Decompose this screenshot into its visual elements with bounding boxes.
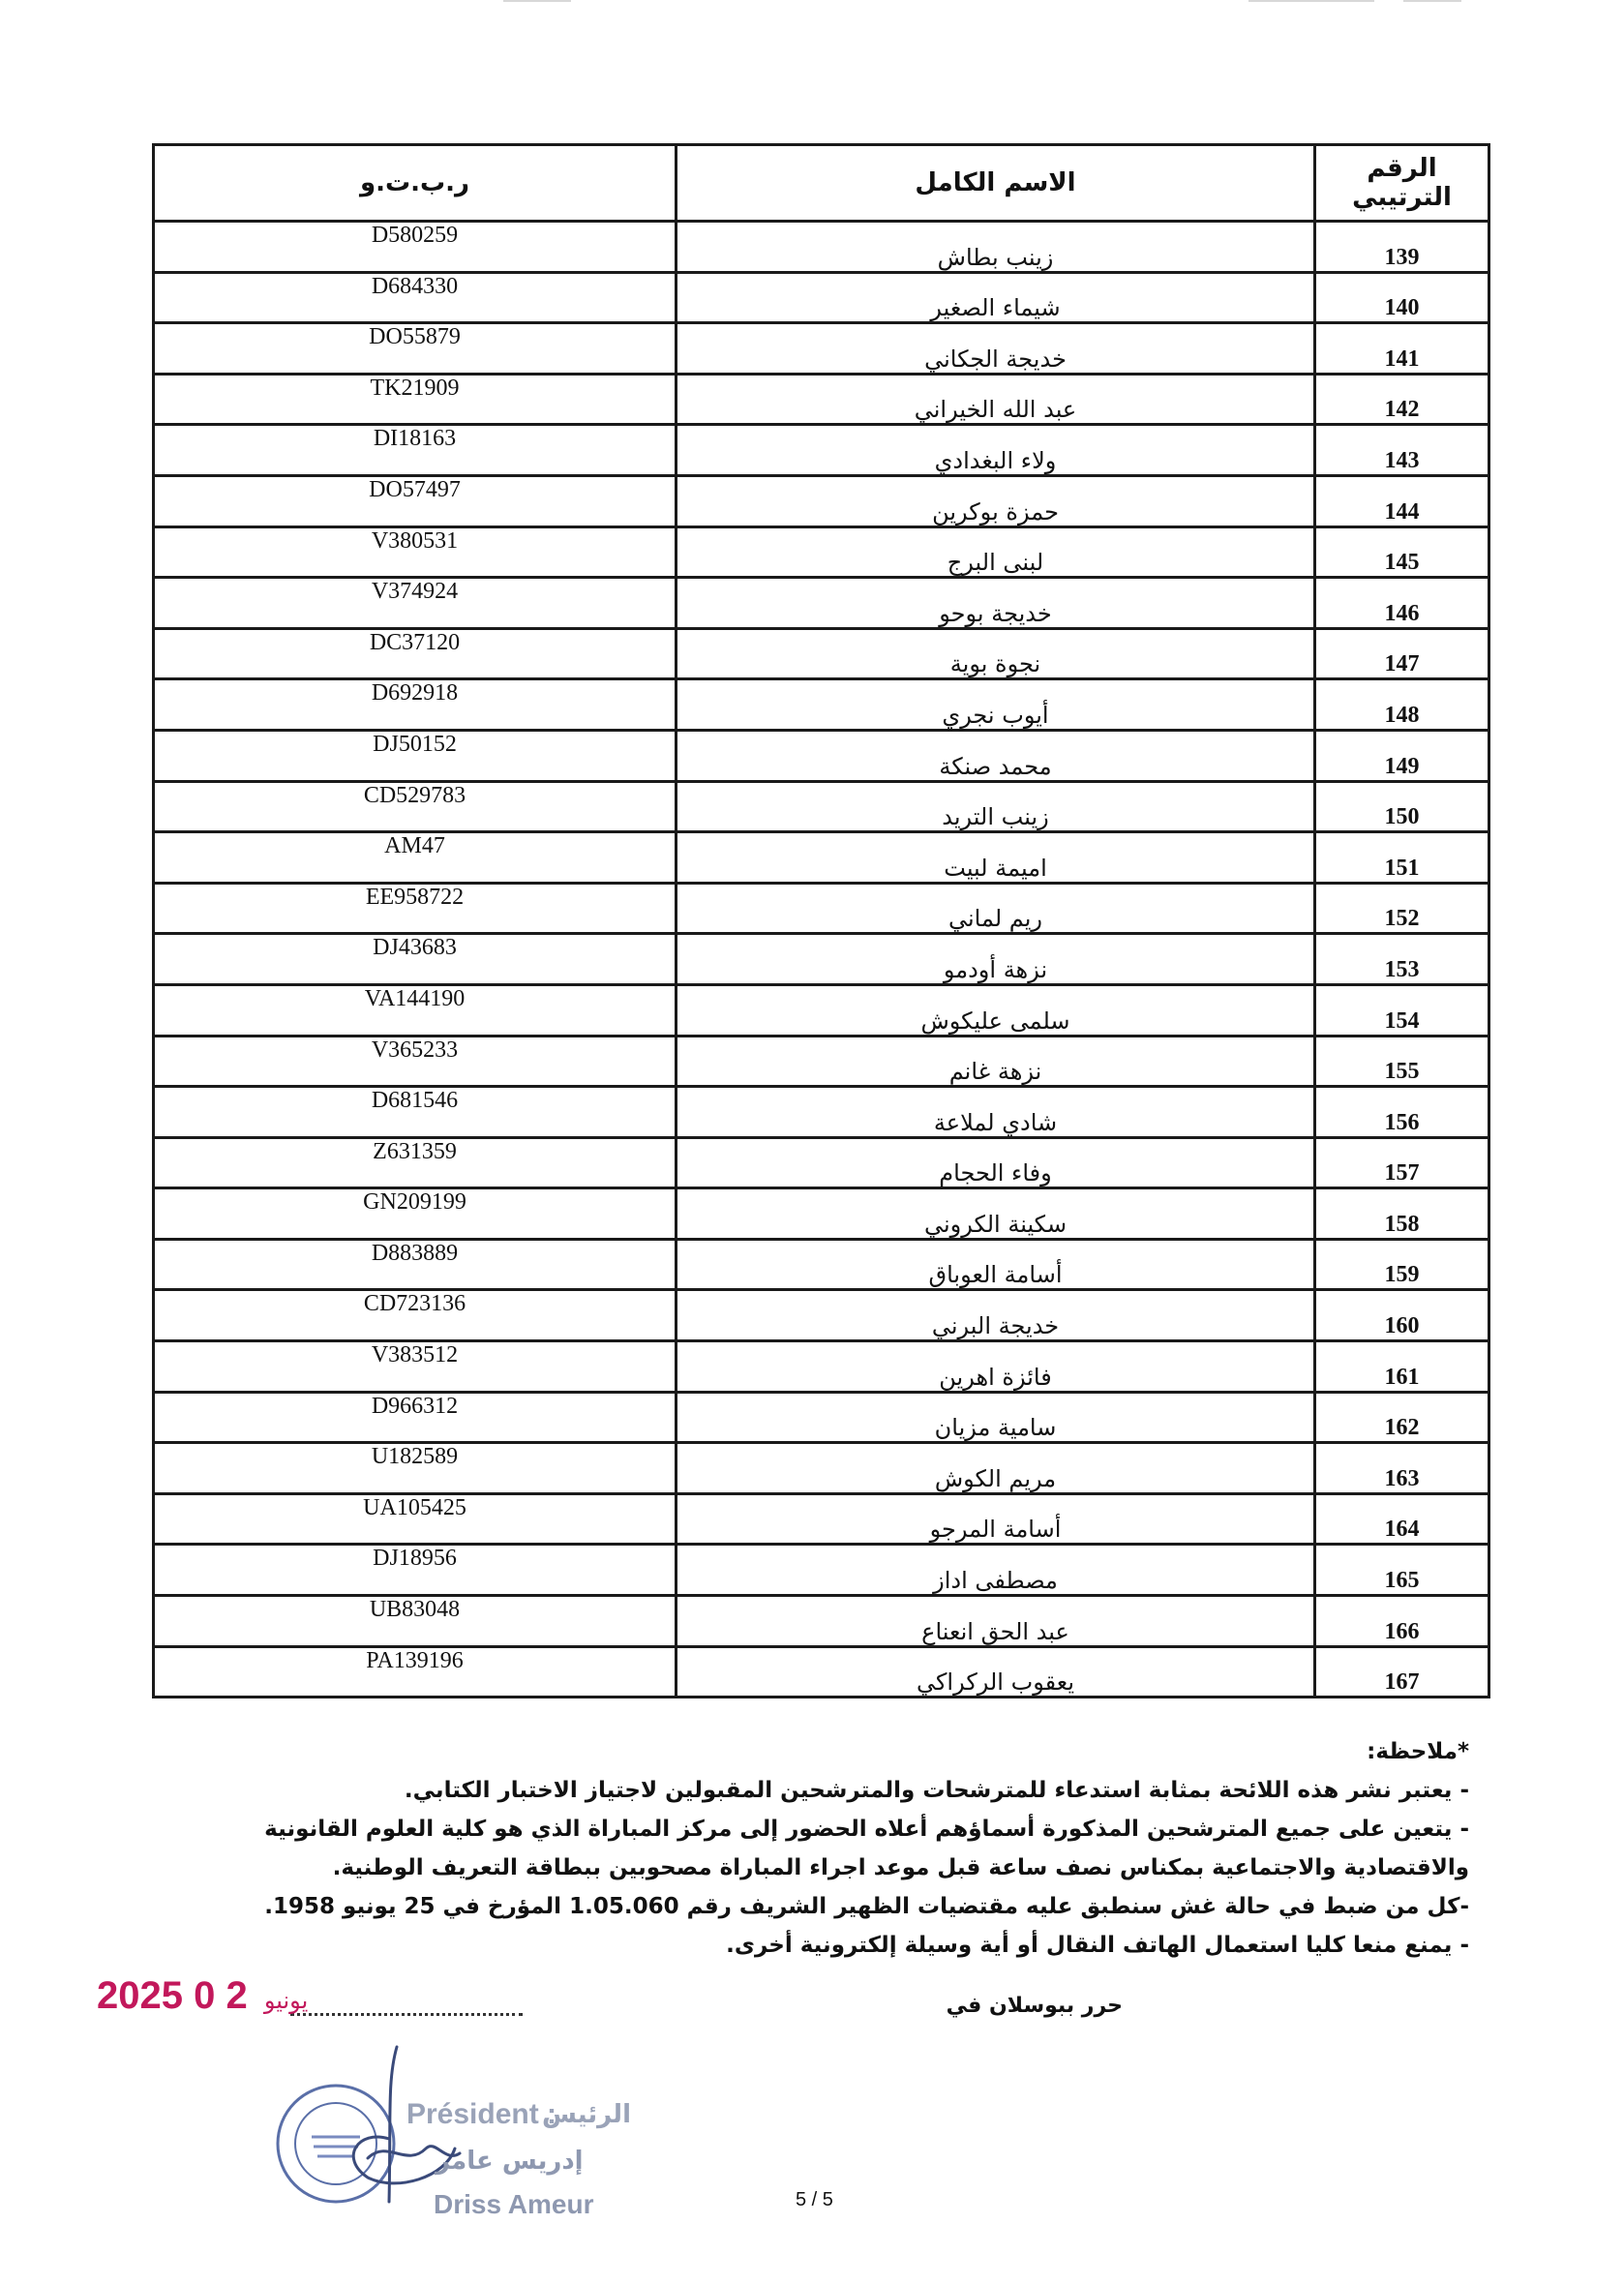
- table-row: [154, 526, 1489, 578]
- table-row: [154, 934, 1489, 985]
- cell-full-name: أسامة المرجو: [677, 1493, 1315, 1545]
- president-label-ar: الرئيس: [542, 2100, 631, 2129]
- notes-title: *ملاحظة:: [1367, 1739, 1469, 1764]
- date-year: 2025: [97, 1974, 183, 2017]
- cell-full-name: نزهة غانم: [677, 1036, 1315, 1087]
- cell-national-id: V374924: [154, 578, 677, 629]
- cell-serial-number: 162: [1315, 1392, 1489, 1443]
- cell-full-name: محمد صنكة: [677, 730, 1315, 781]
- cell-full-name: لبنى البرج: [677, 526, 1315, 578]
- signer-name-ar: إدريس عامر: [436, 2147, 584, 2176]
- table-row: [154, 883, 1489, 934]
- cell-national-id: V380531: [154, 526, 677, 578]
- cell-serial-number: 153: [1315, 934, 1489, 985]
- cell-serial-number: 164: [1315, 1493, 1489, 1545]
- cell-serial-number: 147: [1315, 628, 1489, 679]
- cell-national-id: D580259: [154, 222, 677, 273]
- scan-mark: [1248, 0, 1374, 2]
- cell-serial-number: 145: [1315, 526, 1489, 578]
- scan-mark: [1403, 0, 1461, 2]
- cell-national-id: GN209199: [154, 1188, 677, 1240]
- cell-serial-number: 148: [1315, 679, 1489, 731]
- page-number: 5 / 5: [796, 2189, 833, 2210]
- cell-serial-number: 163: [1315, 1443, 1489, 1494]
- cell-national-id: D684330: [154, 272, 677, 323]
- table-row: [154, 323, 1489, 375]
- cell-full-name: زينب التريد: [677, 781, 1315, 832]
- cell-national-id: VA144190: [154, 984, 677, 1036]
- cell-national-id: D966312: [154, 1392, 677, 1443]
- cell-full-name: مصطفى اداز: [677, 1545, 1315, 1596]
- cell-full-name: حمزة بوكرين: [677, 475, 1315, 526]
- date-day: 2 0: [194, 1974, 248, 2017]
- cell-full-name: شيماء الصغير: [677, 272, 1315, 323]
- cell-serial-number: 141: [1315, 323, 1489, 375]
- table-row: [154, 374, 1489, 425]
- cell-national-id: AM47: [154, 832, 677, 884]
- cell-full-name: شادي لملاعة: [677, 1087, 1315, 1138]
- cell-serial-number: 155: [1315, 1036, 1489, 1087]
- cell-serial-number: 150: [1315, 781, 1489, 832]
- table-row: [154, 1596, 1489, 1647]
- cell-full-name: وفاء الحجام: [677, 1137, 1315, 1188]
- cell-serial-number: 146: [1315, 578, 1489, 629]
- table-row: [154, 578, 1489, 629]
- cell-national-id: DO55879: [154, 323, 677, 375]
- table-row: [154, 628, 1489, 679]
- table-row: [154, 1545, 1489, 1596]
- cell-national-id: DJ18956: [154, 1545, 677, 1596]
- table-row: [154, 425, 1489, 476]
- cell-national-id: DJ43683: [154, 934, 677, 985]
- cell-national-id: U182589: [154, 1443, 677, 1494]
- table-row: [154, 1188, 1489, 1240]
- cell-serial-number: 167: [1315, 1646, 1489, 1698]
- cell-full-name: سامية مزيان: [677, 1392, 1315, 1443]
- cell-serial-number: 152: [1315, 883, 1489, 934]
- cell-full-name: عبد الله الخيراني: [677, 374, 1315, 425]
- header-serial-number: الرقم الترتيبي: [1315, 145, 1489, 222]
- signer-name-latin: Driss Ameur: [434, 2189, 594, 2219]
- cell-serial-number: 161: [1315, 1341, 1489, 1393]
- cell-serial-number: 140: [1315, 272, 1489, 323]
- table-row: [154, 1646, 1489, 1698]
- cell-national-id: UB83048: [154, 1596, 677, 1647]
- cell-full-name: ريم لماني: [677, 883, 1315, 934]
- cell-national-id: PA139196: [154, 1646, 677, 1698]
- table-row: [154, 781, 1489, 832]
- cell-full-name: زينب بطاش: [677, 222, 1315, 273]
- cell-full-name: خديجة بوحو: [677, 578, 1315, 629]
- table-row: [154, 1290, 1489, 1341]
- cell-serial-number: 144: [1315, 475, 1489, 526]
- cell-full-name: نجوة بوية: [677, 628, 1315, 679]
- cell-national-id: D883889: [154, 1239, 677, 1290]
- table-row: [154, 475, 1489, 526]
- candidates-table: [152, 143, 1490, 1698]
- table-body: [154, 222, 1489, 1698]
- table-row: [154, 1493, 1489, 1545]
- cell-serial-number: 157: [1315, 1137, 1489, 1188]
- notes-section: [143, 1732, 1469, 1965]
- cell-serial-number: 160: [1315, 1290, 1489, 1341]
- cell-full-name: سكينة الكروني: [677, 1188, 1315, 1240]
- table-row: [154, 679, 1489, 731]
- cell-serial-number: 151: [1315, 832, 1489, 884]
- cell-national-id: CD723136: [154, 1290, 677, 1341]
- cell-full-name: سلمى عليكوش: [677, 984, 1315, 1036]
- date-stamp: [97, 1974, 314, 2018]
- table-row: [154, 1443, 1489, 1494]
- cell-full-name: عبد الحق انعناع: [677, 1596, 1315, 1647]
- cell-full-name: مريم الكوش: [677, 1443, 1315, 1494]
- cell-full-name: ولاء البغدادي: [677, 425, 1315, 476]
- cell-full-name: نزهة أودمو: [677, 934, 1315, 985]
- cell-full-name: أيوب نجري: [677, 679, 1315, 731]
- cell-national-id: V365233: [154, 1036, 677, 1087]
- table-row: [154, 1137, 1489, 1188]
- cell-national-id: V383512: [154, 1341, 677, 1393]
- issued-at-label: حرر ببوسلان في: [946, 1994, 1123, 2018]
- date-month: يونيو: [263, 1987, 309, 2014]
- table-row: [154, 1239, 1489, 1290]
- cell-full-name: فائزة اهرين: [677, 1341, 1315, 1393]
- table-row: [154, 1087, 1489, 1138]
- cell-full-name: خديجة الجكاني: [677, 323, 1315, 375]
- cell-serial-number: 159: [1315, 1239, 1489, 1290]
- note-line: -كل من ضبط في حالة غش سنطبق عليه مقتضيات الظهير الشريف رقم 1.05.060 المؤرخ في 25 يونيو 1958.: [264, 1894, 1469, 1919]
- cell-serial-number: 139: [1315, 222, 1489, 273]
- scan-mark: [503, 0, 571, 2]
- date-dotted-line: [290, 2013, 523, 2016]
- cell-full-name: يعقوب الركراكي: [677, 1646, 1315, 1698]
- table-row: [154, 984, 1489, 1036]
- table-row: [154, 1341, 1489, 1393]
- cell-full-name: اميمة لبيت: [677, 832, 1315, 884]
- header-national-id: ر.ب.ت.و: [154, 145, 677, 222]
- table-row: [154, 272, 1489, 323]
- table-row: [154, 832, 1489, 884]
- cell-national-id: DJ50152: [154, 730, 677, 781]
- cell-national-id: D681546: [154, 1087, 677, 1138]
- note-line: - يتعين على جميع المترشحين المذكورة أسماؤهم أعلاه الحضور إلى مركز المباراة الذي هو كلية العلوم القانونية والاقتصادية والاجتماعية بمكناس نصف ساعة قبل موعد اجراء المباراة مصحوبين ببطاقة التعريف الوطنية.: [264, 1817, 1469, 1880]
- cell-full-name: خديجة البرني: [677, 1290, 1315, 1341]
- cell-serial-number: 156: [1315, 1087, 1489, 1138]
- table-header-row: [154, 145, 1489, 222]
- cell-serial-number: 143: [1315, 425, 1489, 476]
- cell-serial-number: 142: [1315, 374, 1489, 425]
- header-full-name: الاسم الكامل: [677, 145, 1315, 222]
- cell-serial-number: 154: [1315, 984, 1489, 1036]
- cell-national-id: CD529783: [154, 781, 677, 832]
- cell-serial-number: 158: [1315, 1188, 1489, 1240]
- cell-national-id: DI18163: [154, 425, 677, 476]
- cell-serial-number: 166: [1315, 1596, 1489, 1647]
- table-row: [154, 1392, 1489, 1443]
- note-line: - يمنع منعا كليا استعمال الهاتف النقال أو أية وسيلة إلكترونية أخرى.: [726, 1933, 1469, 1958]
- cell-national-id: D692918: [154, 679, 677, 731]
- cell-national-id: UA105425: [154, 1493, 677, 1545]
- cell-serial-number: 165: [1315, 1545, 1489, 1596]
- table-row: [154, 730, 1489, 781]
- cell-serial-number: 149: [1315, 730, 1489, 781]
- cell-national-id: TK21909: [154, 374, 677, 425]
- table-row: [154, 1036, 1489, 1087]
- table-row: [154, 222, 1489, 273]
- cell-national-id: Z631359: [154, 1137, 677, 1188]
- cell-full-name: أسامة العوباق: [677, 1239, 1315, 1290]
- cell-national-id: DC37120: [154, 628, 677, 679]
- note-line: - يعتبر نشر هذه اللائحة بمثابة استدعاء للمترشحات والمترشحين المقبولين لاجتياز الاختبار الكتابي.: [404, 1778, 1469, 1803]
- cell-national-id: EE958722: [154, 883, 677, 934]
- president-label: Président :: [406, 2098, 557, 2130]
- cell-national-id: DO57497: [154, 475, 677, 526]
